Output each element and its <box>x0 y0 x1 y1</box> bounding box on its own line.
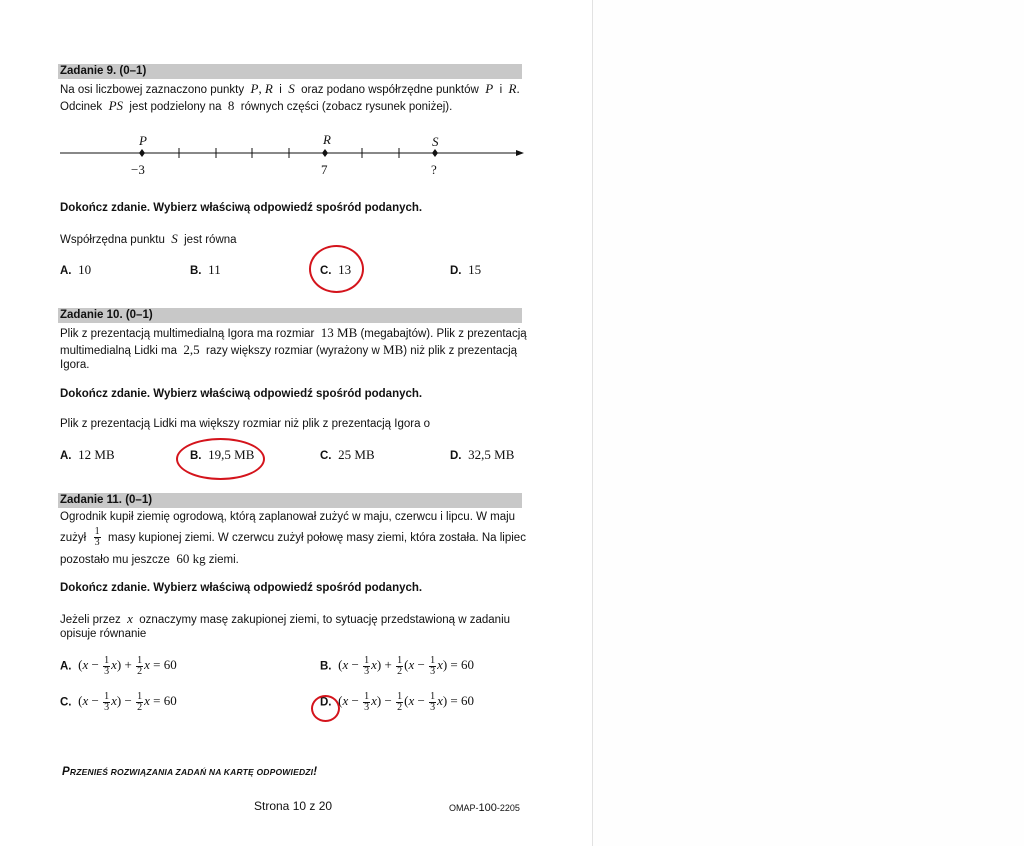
task11-text-line2: zużył $\frac{1}{3}$ masy kupionej ziemi. W czerwcu zużył połowę masy ziemi, która została. Na lipiec <box>60 526 526 549</box>
task10-text-line3: Igora. <box>60 359 90 371</box>
equation-a: (x − $\frac{1}{3}$ x) + $\frac{1}{2}$ x = 60 <box>78 655 177 677</box>
task9-text-line2: Odcinek PS jest podzielony na 8 równych części (zobacz rysunek poniżej). <box>60 98 453 113</box>
equation-d: (x − $\frac{1}{3}$ x) − $\frac{1}{2}$ (x − $\frac{1}{3}$ x) = 60 <box>338 691 475 713</box>
task11-header: Zadanie 11. (0–1) <box>58 493 522 508</box>
point-R-marker <box>322 149 328 157</box>
point-S-value: ? <box>431 162 437 177</box>
task9-text-line1: Na osi liczbowej zaznaczono punkty P, R i S oraz podano współrzędne punktów P i R. <box>60 81 520 96</box>
transfer-answers-note: PRZENIEŚ ROZWIĄZANIA ZADAŃ NA KARTĘ ODPOWIEDZI! <box>62 766 318 778</box>
equation-b: (x − $\frac{1}{3}$ x) + $\frac{1}{2}$ (x − $\frac{1}{3}$ x) = 60 <box>338 655 475 677</box>
task9-prompt: Współrzędna punktu S jest równa <box>60 231 237 246</box>
task9-answer-circle <box>309 245 364 293</box>
point-P-marker <box>139 149 145 157</box>
task9-option-b[interactable]: B. 11 <box>190 262 221 277</box>
task10-option-d[interactable]: D. 32,5 MB <box>450 447 515 462</box>
task11-option-c[interactable]: C. (x − $\frac{1}{3}$ x) − $\frac{1}{2}$ x = 60 <box>60 691 177 713</box>
task11-option-a[interactable]: A. (x − $\frac{1}{3}$ x) + $\frac{1}{2}$ x = 60 <box>60 655 177 677</box>
task10-answer-circle <box>176 438 265 480</box>
equation-c: (x − $\frac{1}{3}$ x) − $\frac{1}{2}$ x = 60 <box>78 691 177 713</box>
task11-instruction: Dokończ zdanie. Wybierz właściwą odpowiedź spośród podanych. <box>60 582 423 594</box>
point-P-value: −3 <box>131 162 145 177</box>
point-S-marker <box>432 149 438 157</box>
task11-answer-circle <box>311 695 340 722</box>
task11-text-line1: Ogrodnik kupił ziemię ogrodową, którą zaplanował zużyć w maju, czerwcu i lipcu. W maju <box>60 511 516 523</box>
task11-prompt-line2: opisuje równanie <box>60 628 147 640</box>
number-line-arrow <box>516 150 524 156</box>
task9-option-a[interactable]: A. 10 <box>60 262 92 277</box>
point-S-label: S <box>432 134 439 149</box>
exam-code: OMAP-100-2205 <box>449 802 520 814</box>
task10-option-c[interactable]: C. 25 MB <box>320 447 375 462</box>
fraction-one-third: $\frac{1}{3}$ <box>94 526 100 549</box>
task10-option-b[interactable]: B. 19,5 MB <box>190 447 255 462</box>
task11-prompt-line1: Jeżeli przez x oznaczymy masę zakupionej ziemi, to sytuację przedstawioną w zadaniu <box>60 611 511 626</box>
task9-instruction: Dokończ zdanie. Wybierz właściwą odpowiedź spośród podanych. <box>60 202 423 214</box>
task10-prompt: Plik z prezentacją Lidki ma większy rozmiar niż plik z prezentacją Igora o <box>60 418 431 430</box>
task11-option-d[interactable]: D. (x − $\frac{1}{3}$ x) − $\frac{1}{2}$ (x − $\frac{1}{3}$ x) = 60 <box>320 691 475 713</box>
point-R-value: 7 <box>321 162 328 177</box>
task10-text-line2: multimedialną Lidki ma 2,5 razy większy rozmiar (wyrażony w MB) niż plik z prezentacją <box>60 342 518 357</box>
task9-option-c[interactable]: C. 13 <box>320 262 352 277</box>
page-number: Strona 10 z 20 <box>254 799 333 813</box>
point-R-label: R <box>323 132 331 147</box>
task10-option-a[interactable]: A. 12 MB <box>60 447 115 462</box>
task11-option-b[interactable]: B. (x − $\frac{1}{3}$ x) + $\frac{1}{2}$ (x − $\frac{1}{3}$ x) = 60 <box>320 655 475 677</box>
task9-option-d[interactable]: D. 15 <box>450 262 482 277</box>
task10-header: Zadanie 10. (0–1) <box>58 308 522 323</box>
point-P-label: P <box>139 133 147 148</box>
blank-area <box>593 0 1024 846</box>
task10-text-line1: Plik z prezentacją multimedialną Igora ma rozmiar 13 MB (megabajtów). Plik z prezentacją <box>60 325 527 340</box>
task9-header: Zadanie 9. (0–1) <box>58 64 522 79</box>
task10-instruction: Dokończ zdanie. Wybierz właściwą odpowiedź spośród podanych. <box>60 388 423 400</box>
number-line <box>56 130 528 182</box>
task11-text-line3: pozostało mu jeszcze 60 kg ziemi. <box>60 551 239 566</box>
